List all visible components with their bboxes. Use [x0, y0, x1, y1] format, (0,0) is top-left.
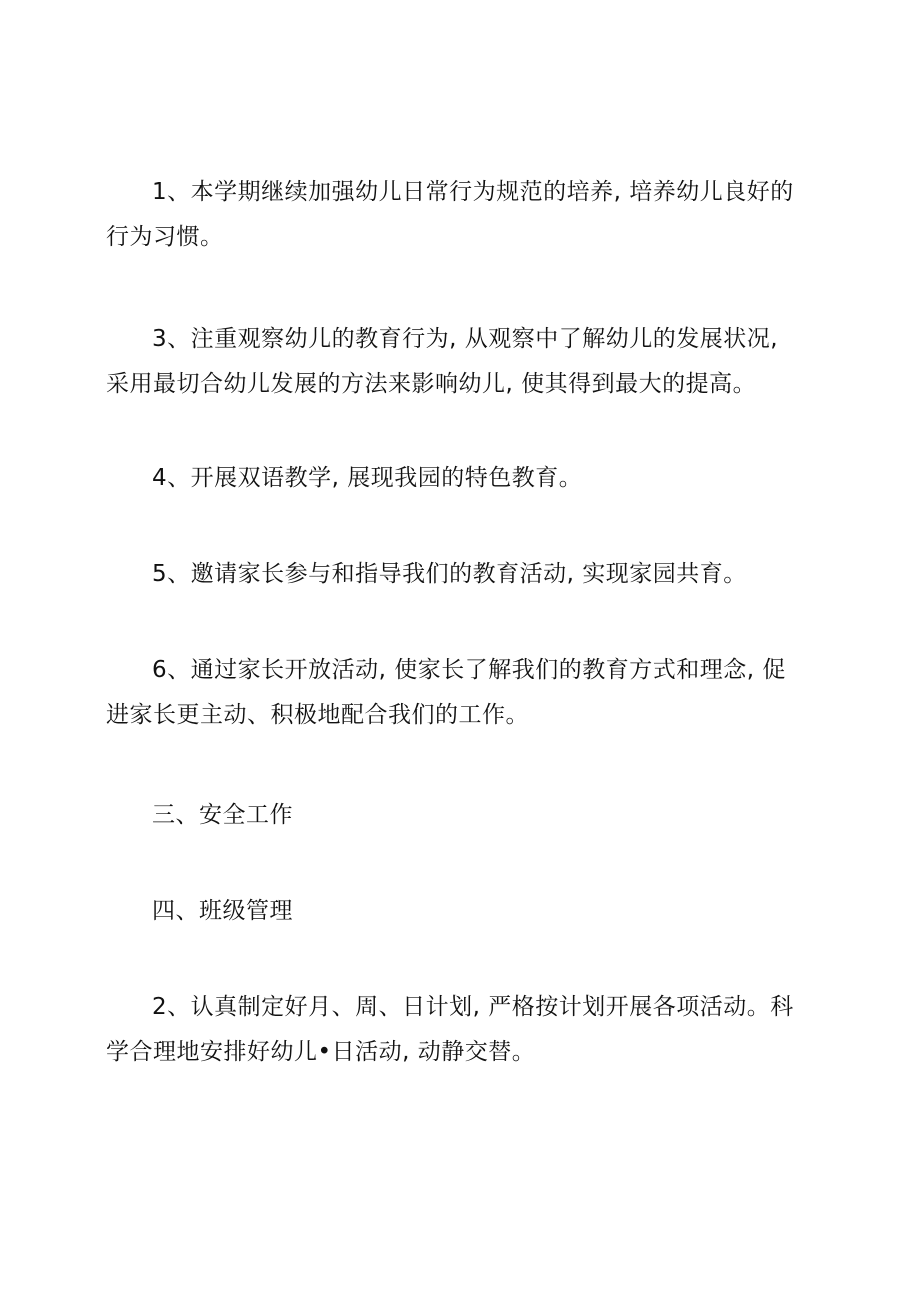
paragraph-item-4: 4、开展双语教学, 展现我园的特色教育。	[152, 465, 583, 491]
paragraph-item-3: 3、注重观察幼儿的教育行为, 从观察中了解幼儿的发展状况, 采用最切合幼儿发展的方法来影响幼儿, 使其得到最大的提高。	[106, 326, 779, 397]
paragraph-item-1: 1、本学期继续加强幼儿日常行为规范的培养, 培养幼儿良好的行为习惯。	[106, 179, 794, 250]
paragraph-item-6: 6、通过家长开放活动, 使家长了解我们的教育方式和理念, 促进家长更主动、积极地配合我们的工作。	[106, 657, 786, 728]
section-heading-safety: 三、安全工作	[152, 802, 293, 828]
paragraph-item-2: 2、认真制定好月、周、日计划, 严格按计划开展各项活动。科学合理地安排好幼儿•日活动, 动静交替。	[106, 994, 794, 1065]
section-heading-class-management: 四、班级管理	[152, 898, 293, 924]
paragraph-item-5: 5、邀请家长参与和指导我们的教育活动, 实现家园共育。	[152, 561, 747, 587]
